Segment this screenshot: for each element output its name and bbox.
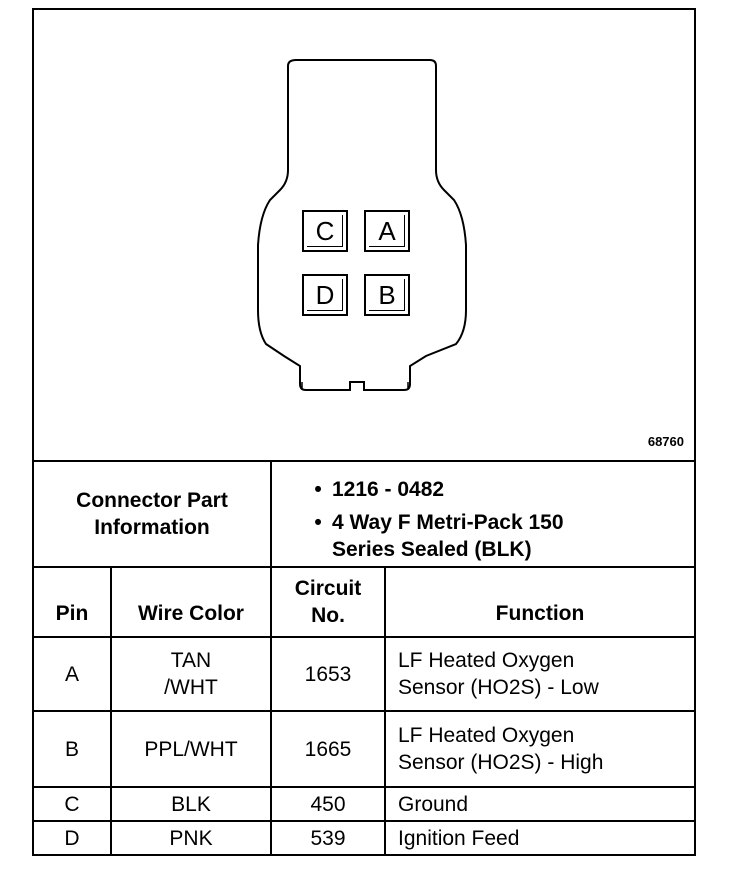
connector-type-line: 4 Way F Metri-Pack 150 [332, 511, 564, 534]
pin-cavity-a [364, 210, 410, 252]
connector-info-label [34, 462, 270, 566]
header-pin: Pin [55, 601, 89, 625]
connector-info-details [304, 476, 684, 563]
table-row-wire-color [112, 638, 270, 710]
wire-color-line: /WHT [164, 676, 218, 699]
table-row-circuit: 1665 [304, 737, 352, 761]
table-row-function: Ignition Feed [398, 826, 520, 850]
function-line: Sensor (HO2S) - High [398, 751, 604, 774]
pin-cavity-d [302, 274, 348, 316]
connector-info-bullet [304, 476, 684, 503]
figure-number: 68760 [647, 434, 684, 449]
function-line: LF Heated Oxygen [398, 724, 575, 747]
pin-cavity-c [302, 210, 348, 252]
table-row-circuit: 450 [310, 792, 346, 816]
table-row-function: Ground [398, 792, 469, 816]
connector-end-view-frame [32, 8, 696, 856]
wire-color-line: TAN [170, 649, 212, 672]
table-row-pin: D [64, 826, 80, 850]
table-row-circuit: 539 [310, 826, 346, 850]
header-wire-color: Wire Color [138, 601, 244, 625]
table-row-pin: A [64, 662, 79, 686]
pin-cavity-label: A [378, 215, 396, 246]
bullet-icon: • [314, 511, 322, 534]
connector-info-label-line: Information [94, 516, 210, 539]
bullet-icon: • [314, 478, 322, 501]
pin-cavity-label: C [315, 215, 335, 246]
header-circuit-line: Circuit [294, 577, 362, 600]
table-row-wire-color: PPL/WHT [144, 737, 238, 761]
connector-type-line: Series Sealed (BLK) [332, 538, 532, 561]
part-number: 1216 - 0482 [332, 478, 445, 501]
table-divider [270, 460, 272, 566]
pin-cavity-b [364, 274, 410, 316]
pin-cavity-label: B [378, 279, 396, 310]
connector-diagram [34, 10, 694, 460]
table-row-circuit: 1653 [304, 662, 352, 686]
connector-info-label-line: Connector Part [76, 489, 228, 512]
table-row-wire-color: BLK [171, 792, 211, 816]
header-function: Function [495, 601, 585, 625]
table-row-function [386, 712, 694, 786]
table-row-pin: B [64, 737, 79, 761]
connector-info-bullet [304, 509, 684, 563]
function-line: LF Heated Oxygen [398, 649, 575, 672]
function-line: Sensor (HO2S) - Low [398, 676, 599, 699]
table-row-pin: C [64, 792, 80, 816]
table-row-function [386, 638, 694, 710]
header-circuit-no [272, 568, 384, 636]
pin-cavity-label: D [315, 279, 335, 310]
header-circuit-line: No. [311, 604, 345, 627]
table-row-wire-color: PNK [169, 826, 213, 850]
